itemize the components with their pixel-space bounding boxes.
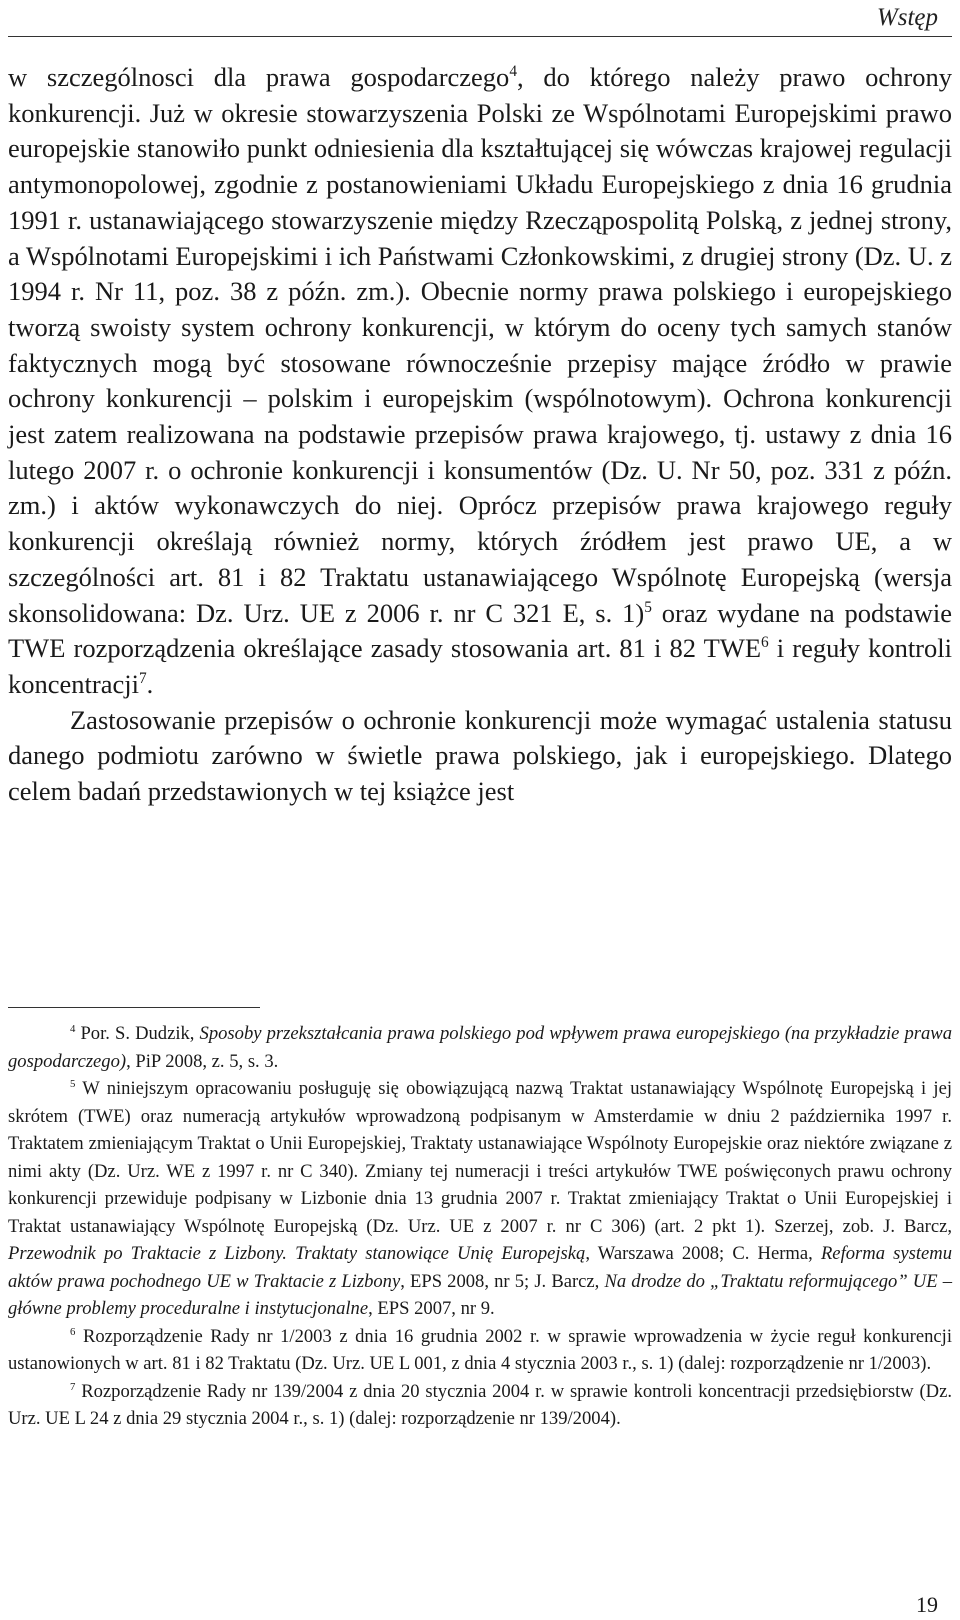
footnote-4-text-1: Por. S. Dudzik, [75, 1023, 200, 1044]
footnote-rule [8, 1007, 260, 1008]
running-head: Wstęp [876, 4, 938, 31]
paragraph-1 [8, 60, 952, 703]
footnote-ref-5: 5 [644, 598, 652, 616]
footnote-5-title-1: Przewodnik po Traktacie z Lizbony. Traktaty stanowiące Unię Europejską [8, 1243, 586, 1264]
header-rule [8, 36, 952, 37]
footnote-4-title: Sposoby przekształcania prawa polskiego pod wpływem prawa europejskiego (na przykładzie prawa gospodarczego) [8, 1023, 952, 1072]
footnote-ref-7: 7 [138, 670, 147, 688]
footnote-4-text-2: , PiP 2008, z. 5, s. 3. [126, 1050, 279, 1072]
paragraph-1-text-5: . [146, 668, 154, 699]
footnote-number-5: 5 [70, 1077, 76, 1090]
footnote-number-6: 6 [70, 1325, 76, 1338]
paragraph-1-text-2: , do którego należy prawo ochrony konkurencji. Już w okresie stowarzyszenia Polski ze Wspólnotami Europejskimi prawo europejskie stanowiło punkt odniesienia dla kształtującej się wówczas krajowej regulacji antymonopolowej, zgodnie z postanowieniami Układu Europejskiego z dnia 16 grudnia 1991 r. ustanawiającego stowarzyszenie między Rzecząpospolitą Polską, z jednej strony, a Wspólnotami Europejskimi i ich Państwami Członkowskimi, z drugiej strony (Dz. U. z 1994 r. Nr 11, poz. 38 z późn. zm.). Obecnie normy prawa polskiego i europejskiego tworzą swoisty system ochrony konkurencji, w którym do oceny tych samych stanów faktycznych mogą być stosowane równocześnie przepisy mające źródło w prawie ochrony konkurencji – polskim i europejskim (wspólnotowym). Ochrona konkurencji jest zatem realizowana na podstawie przepisów prawa krajowego, tj. ustawy z dnia 16 lutego 2007 r. o ochronie konkurencji i konsumentów (Dz. U. Nr 50, poz. 331 z późn. zm.) i aktów wykonawczych do niej. Oprócz przepisów prawa krajowego reguły konkurencji określają również normy, których źródłem jest prawo UE, a w szczególności art. 81 i 82 Traktatu ustanawiającego Wspólnotę Europejską (wersja skonsolidowana: Dz. Urz. UE z 2006 r. nr C 321 E, s. 1) [8, 62, 952, 628]
footnote-5-title-2: Reforma systemu aktów prawa pochodnego UE w Traktacie z Lizbony [8, 1243, 953, 1292]
footnote-5-text-4: , EPS 2007, nr 9. [368, 1298, 495, 1319]
body-text [8, 60, 952, 810]
footnote-number-7: 7 [70, 1380, 76, 1393]
paragraph-2: Zastosowanie przepisów o ochronie konkurencji może wymagać ustalenia statusu danego podmiotu zarówno w świetle prawa polskiego, jak i europejskiego. Dlatego celem badań przedstawionych w tej książce jest [8, 704, 952, 807]
footnote-6 [8, 1323, 952, 1378]
paragraph-1-text-1: w szczególnosci dla prawa gospodarczego [8, 62, 510, 92]
paragraph-1-text-3: oraz wydane na podstawie TWE rozporządzenia określające zasady stosowania art. 81 i 82 TWE [8, 597, 952, 664]
footnote-5-title-3: Na drodze do „Traktatu reformującego” UE – główne problemy proceduralne i instytucjonalne [8, 1270, 952, 1319]
footnote-5-text-2: , Warszawa 2008; C. Herma, [585, 1243, 821, 1264]
page-number: 19 [916, 1592, 938, 1617]
footnote-4 [8, 1020, 952, 1075]
paragraph-1-text-4: i reguły kontroli koncentracji [8, 633, 952, 699]
footnote-5-text-1: W niniejszym opracowaniu posługuję się obowiązującą nazwą Traktat ustanawiający Wspólnotę Europejską i jej skrótem (TWE) oraz numeracją artykułów wprowadzoną podpisanym w Amsterdamie w dniu 2 października 1997 r. Traktatem zmieniającym Traktat o Unii Europejskiej, Traktaty ustanawiające Wspólnoty Europejskie oraz niektóre związane z nimi akty (Dz. Urz. WE z 1997 r. nr C 340). Zmiany tej numeracji i treści artykułów TWE poświęconych prawu ochrony konkurencji przewiduje podpisany w Lizbonie dnia 13 grudnia 2007 r. Traktat zmieniający Traktat o Unii Europejskiej i Traktat ustanawiający Wspólnotę Europejską (Dz. Urz. UE z 2007 r. nr C 306) (art. 2 pkt 1). Szerzej, zob. J. Barcz, [8, 1078, 952, 1237]
footnote-5-text-3: , EPS 2008, nr 5; J. Barcz, [400, 1270, 605, 1292]
footnote-5 [8, 1075, 952, 1323]
footnotes [8, 1020, 952, 1433]
footnote-6-text-1: Rozporządzenie Rady nr 1/2003 z dnia 16 grudnia 2002 r. w sprawie wprowadzenia w życie reguł konkurencji ustanowionych w art. 81 i 82 Traktatu (Dz. Urz. UE L 001, z dnia 4 stycznia 2003 r., s. 1) (dalej: rozporządzenie nr 1/2003). [8, 1325, 952, 1374]
footnote-7-text-1: Rozporządzenie Rady nr 139/2004 z dnia 20 stycznia 2004 r. w sprawie kontroli koncentracji przedsiębiorstw (Dz. Urz. UE L 24 z dnia 29 stycznia 2004 r., s. 1) (dalej: rozporządzenie nr 139/2004). [8, 1380, 952, 1429]
footnote-ref-6: 6 [761, 634, 769, 652]
footnote-ref-4: 4 [509, 63, 517, 81]
footnote-7 [8, 1378, 952, 1433]
footnote-number-4: 4 [70, 1022, 76, 1035]
